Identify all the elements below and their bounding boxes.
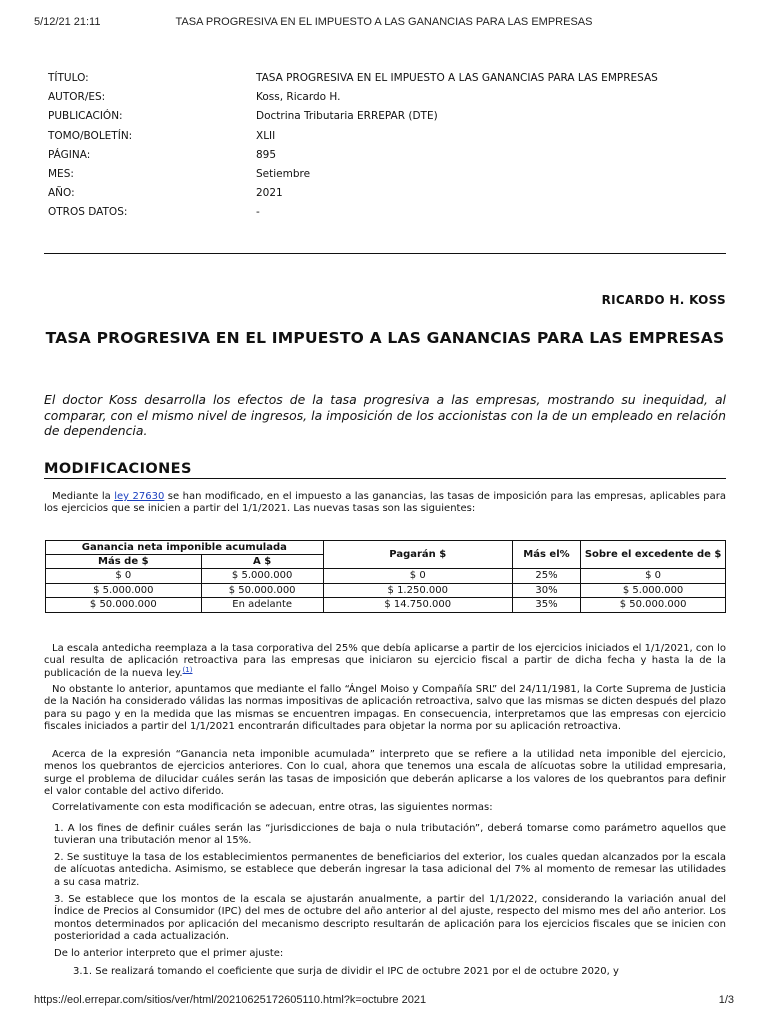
meta-value: - [256, 206, 260, 219]
divider [44, 253, 726, 254]
table-cell: $ 0 [46, 569, 202, 584]
meta-value: Setiembre [256, 167, 311, 180]
metadata-table [48, 71, 728, 225]
footnote-link[interactable]: (1) [182, 665, 193, 674]
table-cell: $ 50.000.000 [201, 583, 323, 598]
table-cell: $ 5.000.000 [201, 569, 323, 584]
meta-value: TASA PROGRESIVA EN EL IMPUESTO A LAS GANANCIAS PARA LAS EMPRESAS [256, 72, 658, 84]
list-item: 3. Se establece que los montos de la escala se ajustarán anualmente, a partir del 1/1/2022, considerando la variación anual del Índice de Precios al Consumidor (IPC) del mes de octubre del año anterior al del ajuste, respecto del mismo mes del año anterior. Los montos determinados por aplicación del mecanismo descripto resultarán de aplicación para los ejercicios fiscales que se inicien con posterioridad a cada actualización. [54, 894, 726, 943]
table-header-to: A $ [201, 555, 323, 569]
meta-row-month [48, 167, 728, 186]
table-cell: 30% [512, 583, 580, 598]
meta-row-year [48, 186, 728, 205]
print-url: https://eol.errepar.com/sitios/ver/html/20210625172605110.html?k=octubre 2021 [34, 994, 427, 1006]
table-group-header: Ganancia neta imponible acumulada [46, 541, 324, 555]
body-paragraph: De lo anterior interpreto que el primer ajuste: [54, 948, 284, 959]
table-cell: $ 0 [323, 569, 512, 584]
table-cell: $ 14.750.000 [323, 598, 512, 613]
table-cell: $ 5.000.000 [581, 583, 726, 598]
body-paragraph: Correlativamente con esta modificación se adecuan, entre otras, las siguientes normas: [52, 802, 493, 813]
meta-value: XLII [256, 129, 276, 142]
meta-row-page [48, 148, 728, 167]
meta-value: Doctrina Tributaria ERREPAR (DTE) [256, 110, 438, 123]
table-cell: $ 5.000.000 [46, 583, 202, 598]
meta-value: 2021 [256, 187, 283, 200]
author-byline: RICARDO H. KOSS [601, 293, 726, 307]
meta-row-other [48, 205, 728, 224]
table-cell: $ 1.250.000 [323, 583, 512, 598]
section-underline [44, 478, 726, 479]
table-row [46, 569, 726, 584]
table-cell: 35% [512, 598, 580, 613]
meta-label: TÍTULO: [48, 72, 89, 84]
print-datetime: 5/12/21 21:11 [34, 16, 101, 28]
meta-row-author [48, 90, 728, 109]
meta-label: OTROS DATOS: [48, 206, 128, 219]
print-header-title: TASA PROGRESIVA EN EL IMPUESTO A LAS GANANCIAS PARA LAS EMPRESAS [175, 16, 593, 28]
meta-label: MES: [48, 167, 74, 180]
meta-label: AUTOR/ES: [48, 91, 106, 104]
meta-value: Koss, Ricardo H. [256, 91, 341, 104]
section-heading: MODIFICACIONES [44, 461, 192, 477]
meta-label: PUBLICACIÓN: [48, 110, 123, 123]
table-cell: $ 50.000.000 [581, 598, 726, 613]
document-title: TASA PROGRESIVA EN EL IMPUESTO A LAS GANANCIAS PARA LAS EMPRESAS [45, 329, 725, 347]
meta-label: AÑO: [48, 187, 75, 200]
table-row [46, 583, 726, 598]
meta-label: TOMO/BOLETÍN: [48, 129, 133, 142]
table-row [46, 598, 726, 613]
meta-row-title [48, 71, 728, 90]
sub-list-item: 3.1. Se realizará tomando el coeficiente que surja de dividir el IPC de octubre 2021 por el de octubre 2020, y [73, 966, 619, 977]
rate-table [45, 540, 726, 613]
table-header-pay: Pagarán $ [323, 541, 512, 569]
table-cell: $ 50.000.000 [46, 598, 202, 613]
meta-row-volume [48, 129, 728, 148]
table-header-rate: Más el% [512, 541, 580, 569]
law-link[interactable]: ley 27630 [114, 491, 165, 502]
list-item: 1. A los fines de definir cuáles serán las “jurisdicciones de baja o nula tributación”, deberá tomarse como parámetro aquellos que tuvieran una tributación menor al 15%. [54, 823, 726, 847]
table-cell: 25% [512, 569, 580, 584]
body-paragraph: Acerca de la expresión “Ganancia neta imponible acumulada” interpreto que se refiere a la utilidad neta imponible del ejercicio, menos los quebrantos de ejercicios anteriores. Con lo cual, ahora que tenemos una escala de alícuotas sobre la utilidad empresaria, surge el problema de dilucidar cuáles serán las tasas de imposición que deberán aplicarse a los valores de los quebrantos para definir el valor contable del activo diferido. [44, 749, 726, 798]
table-header-from: Más de $ [46, 555, 202, 569]
abstract: El doctor Koss desarrolla los efectos de la tasa progresiva a las empresas, mostrando su inequidad, al comparar, con el mismo nivel de ingresos, la imposición de los accionistas con la de un empleado en relación de dependencia. [44, 392, 726, 439]
body-paragraph: La escala antedicha reemplaza a la tasa corporativa del 25% que debía aplicarse a partir de los ejercicios iniciados el 1/1/2021, con lo cual resulta de aplicación retroactiva para las empresas que iniciaron su ejercicio fiscal a partir de dicha fecha y hasta la de la publicación de la nueva ley.$^{(1)}$ [44, 643, 726, 679]
table-header-excess: Sobre el excedente de $ [581, 541, 726, 569]
print-page-number: 1/3 [718, 994, 734, 1006]
body-paragraph: No obstante lo anterior, apuntamos que mediante el fallo “Ángel Moiso y Compañía SRL” del 24/11/1981, la Corte Suprema de Justicia de la Nación ha considerado válidas las normas impositivas de aplicación retroactiva, salvo que las mismas se dicten después del plazo para su pago y en la medida que las mismas se encuentren impagas. En consecuencia, interpretamos que las empresas con ejercicio fiscales iniciados a partir del 1/1/2021 encontrarán dificultades para objetar la norma por su aplicación retroactiva. [44, 684, 726, 733]
list-item: 2. Se sustituye la tasa de los establecimientos permanentes de beneficiarios del exterior, los cuales quedan alcanzados por la escala de alícuotas antedicha. Asimismo, se establece que deberán ingresar la tasa adicional del 7% al momento de remesar las utilidades a su casa matriz. [54, 852, 726, 888]
table-cell: En adelante [201, 598, 323, 613]
meta-label: PÁGINA: [48, 148, 91, 161]
meta-value: 895 [256, 148, 277, 161]
meta-row-publication [48, 109, 728, 128]
table-cell: $ 0 [581, 569, 726, 584]
intro-paragraph: Mediante la ley 27630 se han modificado, en el impuesto a las ganancias, las tasas de imposición para las empresas, aplicables para los ejercicios que se inicien a partir del 1/1/2021. Las nuevas tasas son las siguientes: [44, 491, 727, 515]
